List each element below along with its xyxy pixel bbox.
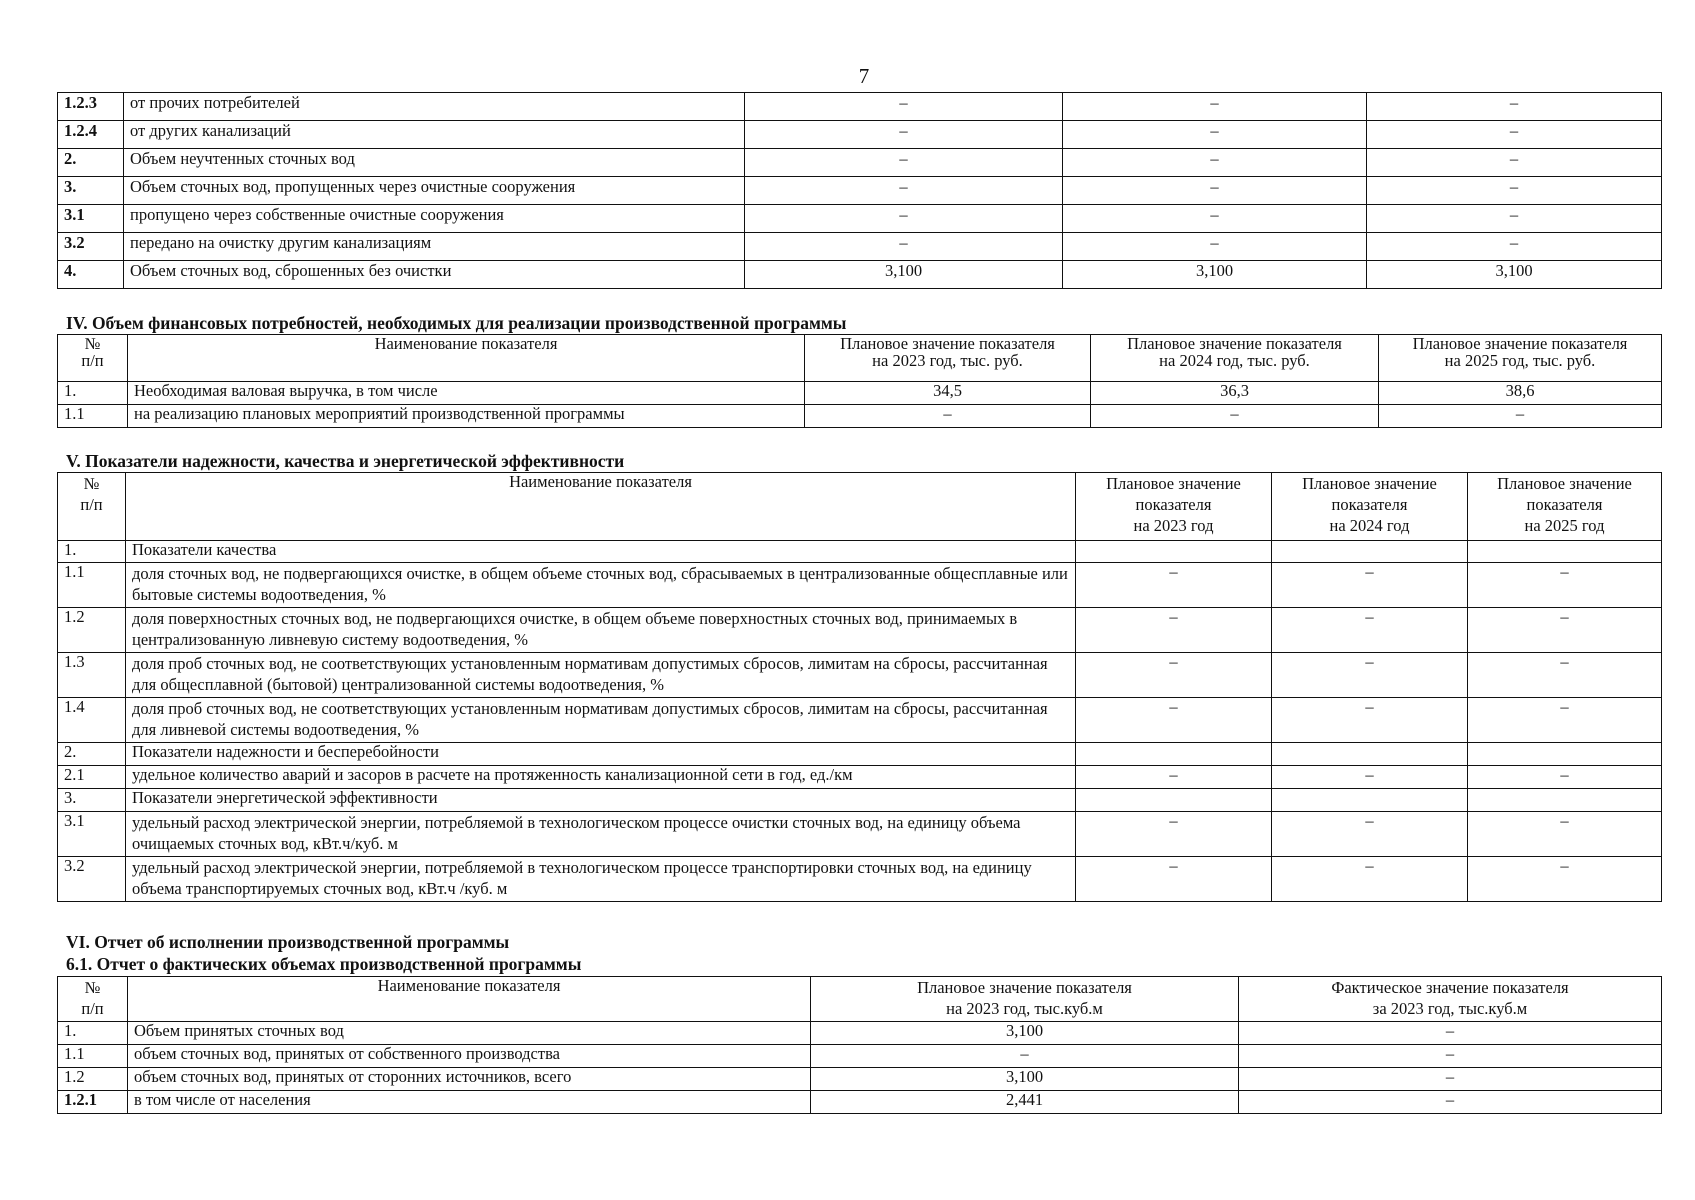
table-row bbox=[58, 1091, 1662, 1114]
value-plan: 3,100 bbox=[811, 1022, 1239, 1045]
table-row bbox=[58, 205, 1662, 233]
row-name: объем сточных вод, принятых от собственного производства bbox=[128, 1045, 811, 1068]
header-name: Наименование показателя bbox=[128, 335, 805, 382]
value-2025: 3,100 bbox=[1367, 261, 1662, 289]
header-2023: Плановое значение показателя на 2023 год, тыс. руб. bbox=[805, 335, 1091, 382]
row-name: Объем принятых сточных вод bbox=[128, 1022, 811, 1045]
value-2024: 36,3 bbox=[1091, 382, 1379, 405]
reliability-indicators-table bbox=[57, 472, 1662, 902]
header-number: № п/п bbox=[58, 335, 128, 382]
row-number: 3.2 bbox=[58, 857, 126, 902]
value-2025: 38,6 bbox=[1379, 382, 1662, 405]
table-row bbox=[58, 382, 1662, 405]
section-4-title: IV. Объем финансовых потребностей, необходимых для реализации производственной программы bbox=[66, 313, 847, 333]
table-row bbox=[58, 177, 1662, 205]
value-2024: – bbox=[1063, 149, 1367, 177]
value-2023 bbox=[1076, 541, 1272, 563]
row-name: от других канализаций bbox=[124, 121, 745, 149]
value-2025: – bbox=[1367, 233, 1662, 261]
row-name: от прочих потребителей bbox=[124, 93, 745, 121]
table-row bbox=[58, 698, 1662, 743]
value-2025: – bbox=[1468, 563, 1662, 608]
value-2023: – bbox=[1076, 698, 1272, 743]
row-number: 1. bbox=[58, 1022, 128, 1045]
row-name: доля проб сточных вод, не соответствующих установленным нормативам допустимых сбросов, лимитам на сбросы, рассчитанная для общесплавной (бытовой) централизованной системы водоотведения, % bbox=[126, 653, 1076, 698]
value-2024 bbox=[1272, 743, 1468, 766]
row-number: 1.2.1 bbox=[58, 1091, 128, 1114]
value-2025: – bbox=[1468, 653, 1662, 698]
table-row bbox=[58, 541, 1662, 563]
row-name: Объем сточных вод, пропущенных через очистные сооружения bbox=[124, 177, 745, 205]
value-2023: – bbox=[1076, 766, 1272, 789]
row-number: 3.1 bbox=[58, 205, 124, 233]
row-number: 1.2 bbox=[58, 608, 126, 653]
row-name: пропущено через собственные очистные сооружения bbox=[124, 205, 745, 233]
value-2023: – bbox=[1076, 653, 1272, 698]
value-2024: – bbox=[1272, 857, 1468, 902]
section-5-title: V. Показатели надежности, качества и энергетической эффективности bbox=[66, 451, 625, 471]
value-2024: – bbox=[1272, 766, 1468, 789]
row-name: удельный расход электрической энергии, потребляемой в технологическом процессе транспортировки сточных вод, на единицу объема транспортируемых сточных вод, кВт.ч /куб. м bbox=[126, 857, 1076, 902]
value-2024: – bbox=[1063, 233, 1367, 261]
value-2023: – bbox=[745, 121, 1063, 149]
header-name: Наименование показателя bbox=[126, 473, 1076, 541]
value-fact: – bbox=[1239, 1091, 1662, 1114]
table-header-row bbox=[58, 473, 1662, 541]
header-plan: Плановое значение показателя на 2023 год, тыс.куб.м bbox=[811, 977, 1239, 1022]
table-row bbox=[58, 608, 1662, 653]
row-name: доля проб сточных вод, не соответствующих установленным нормативам допустимых сбросов, лимитам на сбросы, рассчитанная для ливневой системы водоотведения, % bbox=[126, 698, 1076, 743]
value-plan: 3,100 bbox=[811, 1068, 1239, 1091]
table-row bbox=[58, 121, 1662, 149]
table-row bbox=[58, 1045, 1662, 1068]
value-plan: – bbox=[811, 1045, 1239, 1068]
row-number: 1. bbox=[58, 541, 126, 563]
value-2023: 3,100 bbox=[745, 261, 1063, 289]
table-row bbox=[58, 1022, 1662, 1045]
financial-needs-table bbox=[57, 334, 1662, 428]
row-name: в том числе от населения bbox=[128, 1091, 811, 1114]
value-fact: – bbox=[1239, 1045, 1662, 1068]
row-name: Объем сточных вод, сброшенных без очистки bbox=[124, 261, 745, 289]
header-number: № п/п bbox=[58, 977, 128, 1022]
value-2025 bbox=[1468, 789, 1662, 812]
row-number: 3. bbox=[58, 789, 126, 812]
value-2024: – bbox=[1272, 698, 1468, 743]
value-2023: – bbox=[805, 405, 1091, 428]
table-row bbox=[58, 766, 1662, 789]
value-fact: – bbox=[1239, 1022, 1662, 1045]
value-2023: – bbox=[1076, 812, 1272, 857]
value-2025: – bbox=[1468, 698, 1662, 743]
table-row bbox=[58, 149, 1662, 177]
table-header-row bbox=[58, 335, 1662, 382]
value-2025: – bbox=[1367, 177, 1662, 205]
value-2025: – bbox=[1367, 149, 1662, 177]
value-2023: 34,5 bbox=[805, 382, 1091, 405]
row-name: доля поверхностных сточных вод, не подвергающихся очистке, в общем объеме поверхностных сточных вод, принимаемых в централизованную ливневую систему водоотведения, % bbox=[126, 608, 1076, 653]
value-2023: – bbox=[1076, 563, 1272, 608]
row-number: 3.1 bbox=[58, 812, 126, 857]
row-number: 1. bbox=[58, 382, 128, 405]
value-2023 bbox=[1076, 743, 1272, 766]
row-number: 2.1 bbox=[58, 766, 126, 789]
value-2024: – bbox=[1063, 205, 1367, 233]
header-2025: Плановое значение показателя на 2025 год, тыс. руб. bbox=[1379, 335, 1662, 382]
row-number: 1.4 bbox=[58, 698, 126, 743]
row-number: 1.1 bbox=[58, 1045, 128, 1068]
wastewater-volume-table bbox=[57, 92, 1662, 289]
row-name: Необходимая валовая выручка, в том числе bbox=[128, 382, 805, 405]
value-2025: – bbox=[1367, 121, 1662, 149]
row-name: Показатели качества bbox=[126, 541, 1076, 563]
table-row bbox=[58, 653, 1662, 698]
value-2023: – bbox=[745, 93, 1063, 121]
table-row bbox=[58, 789, 1662, 812]
value-2025: – bbox=[1367, 205, 1662, 233]
value-2025: – bbox=[1468, 608, 1662, 653]
header-fact: Фактическое значение показателя за 2023 год, тыс.куб.м bbox=[1239, 977, 1662, 1022]
actual-volumes-table bbox=[57, 976, 1662, 1114]
value-2024: – bbox=[1063, 93, 1367, 121]
value-2024: 3,100 bbox=[1063, 261, 1367, 289]
row-number: 1.2 bbox=[58, 1068, 128, 1091]
value-2025: – bbox=[1367, 93, 1662, 121]
value-2023: – bbox=[745, 177, 1063, 205]
row-number: 1.1 bbox=[58, 563, 126, 608]
table-row bbox=[58, 563, 1662, 608]
table-row bbox=[58, 743, 1662, 766]
table-row bbox=[58, 405, 1662, 428]
table-row bbox=[58, 233, 1662, 261]
value-2023: – bbox=[745, 149, 1063, 177]
row-number: 4. bbox=[58, 261, 124, 289]
row-name: Объем неучтенных сточных вод bbox=[124, 149, 745, 177]
value-2024 bbox=[1272, 541, 1468, 563]
value-2023: – bbox=[745, 205, 1063, 233]
value-2024: – bbox=[1091, 405, 1379, 428]
header-number: № п/п bbox=[58, 473, 126, 541]
value-2025: – bbox=[1468, 857, 1662, 902]
row-number: 2. bbox=[58, 743, 126, 766]
header-2024: Плановое значение показателя на 2024 год bbox=[1272, 473, 1468, 541]
row-name: Показатели энергетической эффективности bbox=[126, 789, 1076, 812]
row-number: 1.1 bbox=[58, 405, 128, 428]
row-name: объем сточных вод, принятых от сторонних источников, всего bbox=[128, 1068, 811, 1091]
row-number: 2. bbox=[58, 149, 124, 177]
table-header-row bbox=[58, 977, 1662, 1022]
row-name: удельное количество аварий и засоров в расчете на протяженность канализационной сети в год, ед./км bbox=[126, 766, 1076, 789]
value-2023: – bbox=[1076, 608, 1272, 653]
row-name: Показатели надежности и бесперебойности bbox=[126, 743, 1076, 766]
row-number: 3. bbox=[58, 177, 124, 205]
row-name: на реализацию плановых мероприятий производственной программы bbox=[128, 405, 805, 428]
row-name: доля сточных вод, не подвергающихся очистке, в общем объеме сточных вод, сбрасываемых в централизованные общесплавные или бытовые системы водоотведения, % bbox=[126, 563, 1076, 608]
table-row bbox=[58, 1068, 1662, 1091]
value-2024: – bbox=[1063, 177, 1367, 205]
row-number: 1.3 bbox=[58, 653, 126, 698]
row-number: 3.2 bbox=[58, 233, 124, 261]
value-2024: – bbox=[1063, 121, 1367, 149]
header-name: Наименование показателя bbox=[128, 977, 811, 1022]
header-2024: Плановое значение показателя на 2024 год, тыс. руб. bbox=[1091, 335, 1379, 382]
value-2024: – bbox=[1272, 812, 1468, 857]
value-2025 bbox=[1468, 541, 1662, 563]
value-fact: – bbox=[1239, 1068, 1662, 1091]
header-2025: Плановое значение показателя на 2025 год bbox=[1468, 473, 1662, 541]
row-number: 1.2.3 bbox=[58, 93, 124, 121]
value-2024: – bbox=[1272, 563, 1468, 608]
header-2023: Плановое значение показателя на 2023 год bbox=[1076, 473, 1272, 541]
page-number: 7 bbox=[858, 64, 870, 88]
table-row bbox=[58, 261, 1662, 289]
table-row bbox=[58, 857, 1662, 902]
table-row bbox=[58, 93, 1662, 121]
row-name: передано на очистку другим канализациям bbox=[124, 233, 745, 261]
value-2023 bbox=[1076, 789, 1272, 812]
value-2025: – bbox=[1468, 812, 1662, 857]
value-2024: – bbox=[1272, 608, 1468, 653]
value-2023: – bbox=[745, 233, 1063, 261]
value-2023: – bbox=[1076, 857, 1272, 902]
row-number: 1.2.4 bbox=[58, 121, 124, 149]
value-2025 bbox=[1468, 743, 1662, 766]
table-row bbox=[58, 812, 1662, 857]
value-2025: – bbox=[1379, 405, 1662, 428]
value-2025: – bbox=[1468, 766, 1662, 789]
value-plan: 2,441 bbox=[811, 1091, 1239, 1114]
value-2024 bbox=[1272, 789, 1468, 812]
section-6-1-title: 6.1. Отчет о фактических объемах производственной программы bbox=[66, 954, 582, 974]
value-2024: – bbox=[1272, 653, 1468, 698]
section-6-title: VI. Отчет об исполнении производственной программы bbox=[66, 932, 510, 952]
row-name: удельный расход электрической энергии, потребляемой в технологическом процессе очистки сточных вод, на единицу объема очищаемых сточных вод, кВт.ч/куб. м bbox=[126, 812, 1076, 857]
